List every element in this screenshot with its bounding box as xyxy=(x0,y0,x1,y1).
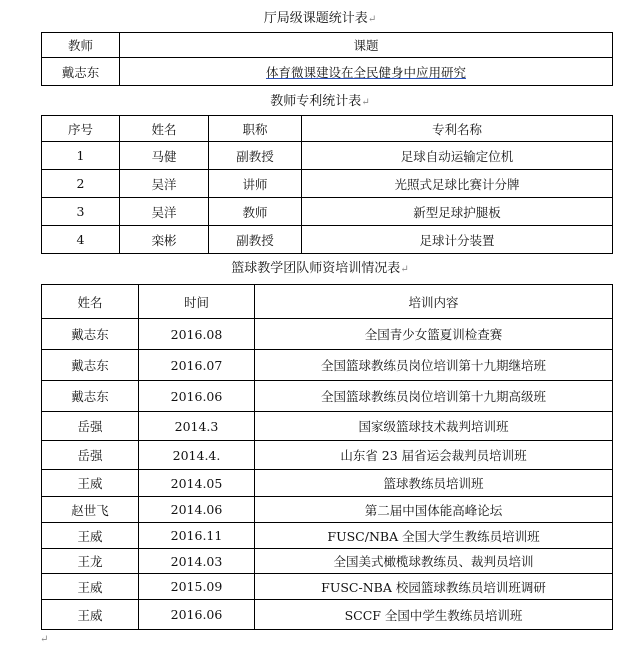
header-cell: 职称 xyxy=(209,116,302,142)
table-row xyxy=(42,497,613,523)
table-row xyxy=(42,381,613,412)
content-cell: 篮球教练员培训班 xyxy=(255,470,613,497)
name-cell: 戴志东 xyxy=(42,350,139,381)
name-cell: 王威 xyxy=(42,523,139,549)
table-row xyxy=(42,412,613,441)
table-row xyxy=(42,198,613,226)
date-cell: 2014.3 xyxy=(139,412,255,441)
name-cell: 马健 xyxy=(120,142,209,170)
date-cell: 2014.05 xyxy=(139,470,255,497)
subject-table xyxy=(41,32,613,86)
table-header-row xyxy=(42,116,613,142)
table-row xyxy=(42,142,613,170)
date-cell: 2014.06 xyxy=(139,497,255,523)
content-cell: SCCF 全国中学生教练员培训班 xyxy=(255,600,613,630)
title-cell: 副教授 xyxy=(209,226,302,254)
table-row xyxy=(42,549,613,574)
content-cell: 第二届中国体能高峰论坛 xyxy=(255,497,613,523)
name-cell: 王威 xyxy=(42,470,139,497)
date-cell: 2016.07 xyxy=(139,350,255,381)
name-cell: 王威 xyxy=(42,574,139,600)
name-cell: 王龙 xyxy=(42,549,139,574)
table-row xyxy=(42,441,613,470)
header-cell: 课题 xyxy=(120,33,613,58)
table-row xyxy=(42,170,613,198)
date-cell: 2014.03 xyxy=(139,549,255,574)
patent-table xyxy=(41,115,613,254)
name-cell: 吴洋 xyxy=(120,170,209,198)
date-cell: 2015.09 xyxy=(139,574,255,600)
title-cell: 教师 xyxy=(209,198,302,226)
title-cell: 讲师 xyxy=(209,170,302,198)
content-cell: 全国美式橄榄球教练员、裁判员培训 xyxy=(255,549,613,574)
table-row xyxy=(42,600,613,630)
index-cell: 2 xyxy=(42,170,120,198)
content-cell: FUSC-NBA 校园篮球教练员培训班调研 xyxy=(255,574,613,600)
table-row xyxy=(42,350,613,381)
paragraph-mark: ↵ xyxy=(40,634,49,645)
name-cell: 戴志东 xyxy=(42,319,139,350)
content-cell: 山东省 23 届省运会裁判员培训班 xyxy=(255,441,613,470)
header-cell: 姓名 xyxy=(120,116,209,142)
table-row xyxy=(42,319,613,350)
table-header-row xyxy=(42,33,613,58)
name-cell: 戴志东 xyxy=(42,381,139,412)
name-cell: 岳强 xyxy=(42,441,139,470)
index-cell: 3 xyxy=(42,198,120,226)
date-cell: 2016.06 xyxy=(139,600,255,630)
table-row xyxy=(42,226,613,254)
patent-cell: 光照式足球比赛计分牌 xyxy=(302,170,613,198)
date-cell: 2016.06 xyxy=(139,381,255,412)
name-cell: 吴洋 xyxy=(120,198,209,226)
table2-title: 教师专利统计表↵ xyxy=(270,94,370,109)
table-row xyxy=(42,574,613,600)
name-cell: 赵世飞 xyxy=(42,497,139,523)
date-cell: 2014.4. xyxy=(139,441,255,470)
name-cell: 栾彬 xyxy=(120,226,209,254)
header-cell: 姓名 xyxy=(42,285,139,319)
table-header-row xyxy=(42,285,613,319)
name-cell: 王威 xyxy=(42,600,139,630)
patent-cell: 新型足球护腿板 xyxy=(302,198,613,226)
training-table xyxy=(41,284,613,630)
patent-cell: 足球计分装置 xyxy=(302,226,613,254)
header-cell: 培训内容 xyxy=(255,285,613,319)
teacher-cell: 戴志东 xyxy=(42,58,120,86)
name-cell: 岳强 xyxy=(42,412,139,441)
header-cell: 时间 xyxy=(139,285,255,319)
subject-cell: 体育微课建设在全民健身中应用研究 xyxy=(120,58,613,86)
content-cell: 全国篮球教练员岗位培训第十九期继培班 xyxy=(255,350,613,381)
content-cell: 全国篮球教练员岗位培训第十九期高级班 xyxy=(255,381,613,412)
date-cell: 2016.08 xyxy=(139,319,255,350)
title-cell: 副教授 xyxy=(209,142,302,170)
content-cell: 国家级篮球技术裁判培训班 xyxy=(255,412,613,441)
table-row xyxy=(42,470,613,497)
index-cell: 1 xyxy=(42,142,120,170)
date-cell: 2016.11 xyxy=(139,523,255,549)
header-cell: 序号 xyxy=(42,116,120,142)
table-row xyxy=(42,58,613,86)
index-cell: 4 xyxy=(42,226,120,254)
table3-title: 篮球教学团队师资培训情况表↵ xyxy=(231,261,409,276)
table-row xyxy=(42,523,613,549)
content-cell: FUSC/NBA 全国大学生教练员培训班 xyxy=(255,523,613,549)
content-cell: 全国青少女篮夏训检查赛 xyxy=(255,319,613,350)
patent-cell: 足球自动运输定位机 xyxy=(302,142,613,170)
header-cell: 专利名称 xyxy=(302,116,613,142)
header-cell: 教师 xyxy=(42,33,120,58)
table1-title: 厅局级课题统计表↵ xyxy=(263,11,377,26)
